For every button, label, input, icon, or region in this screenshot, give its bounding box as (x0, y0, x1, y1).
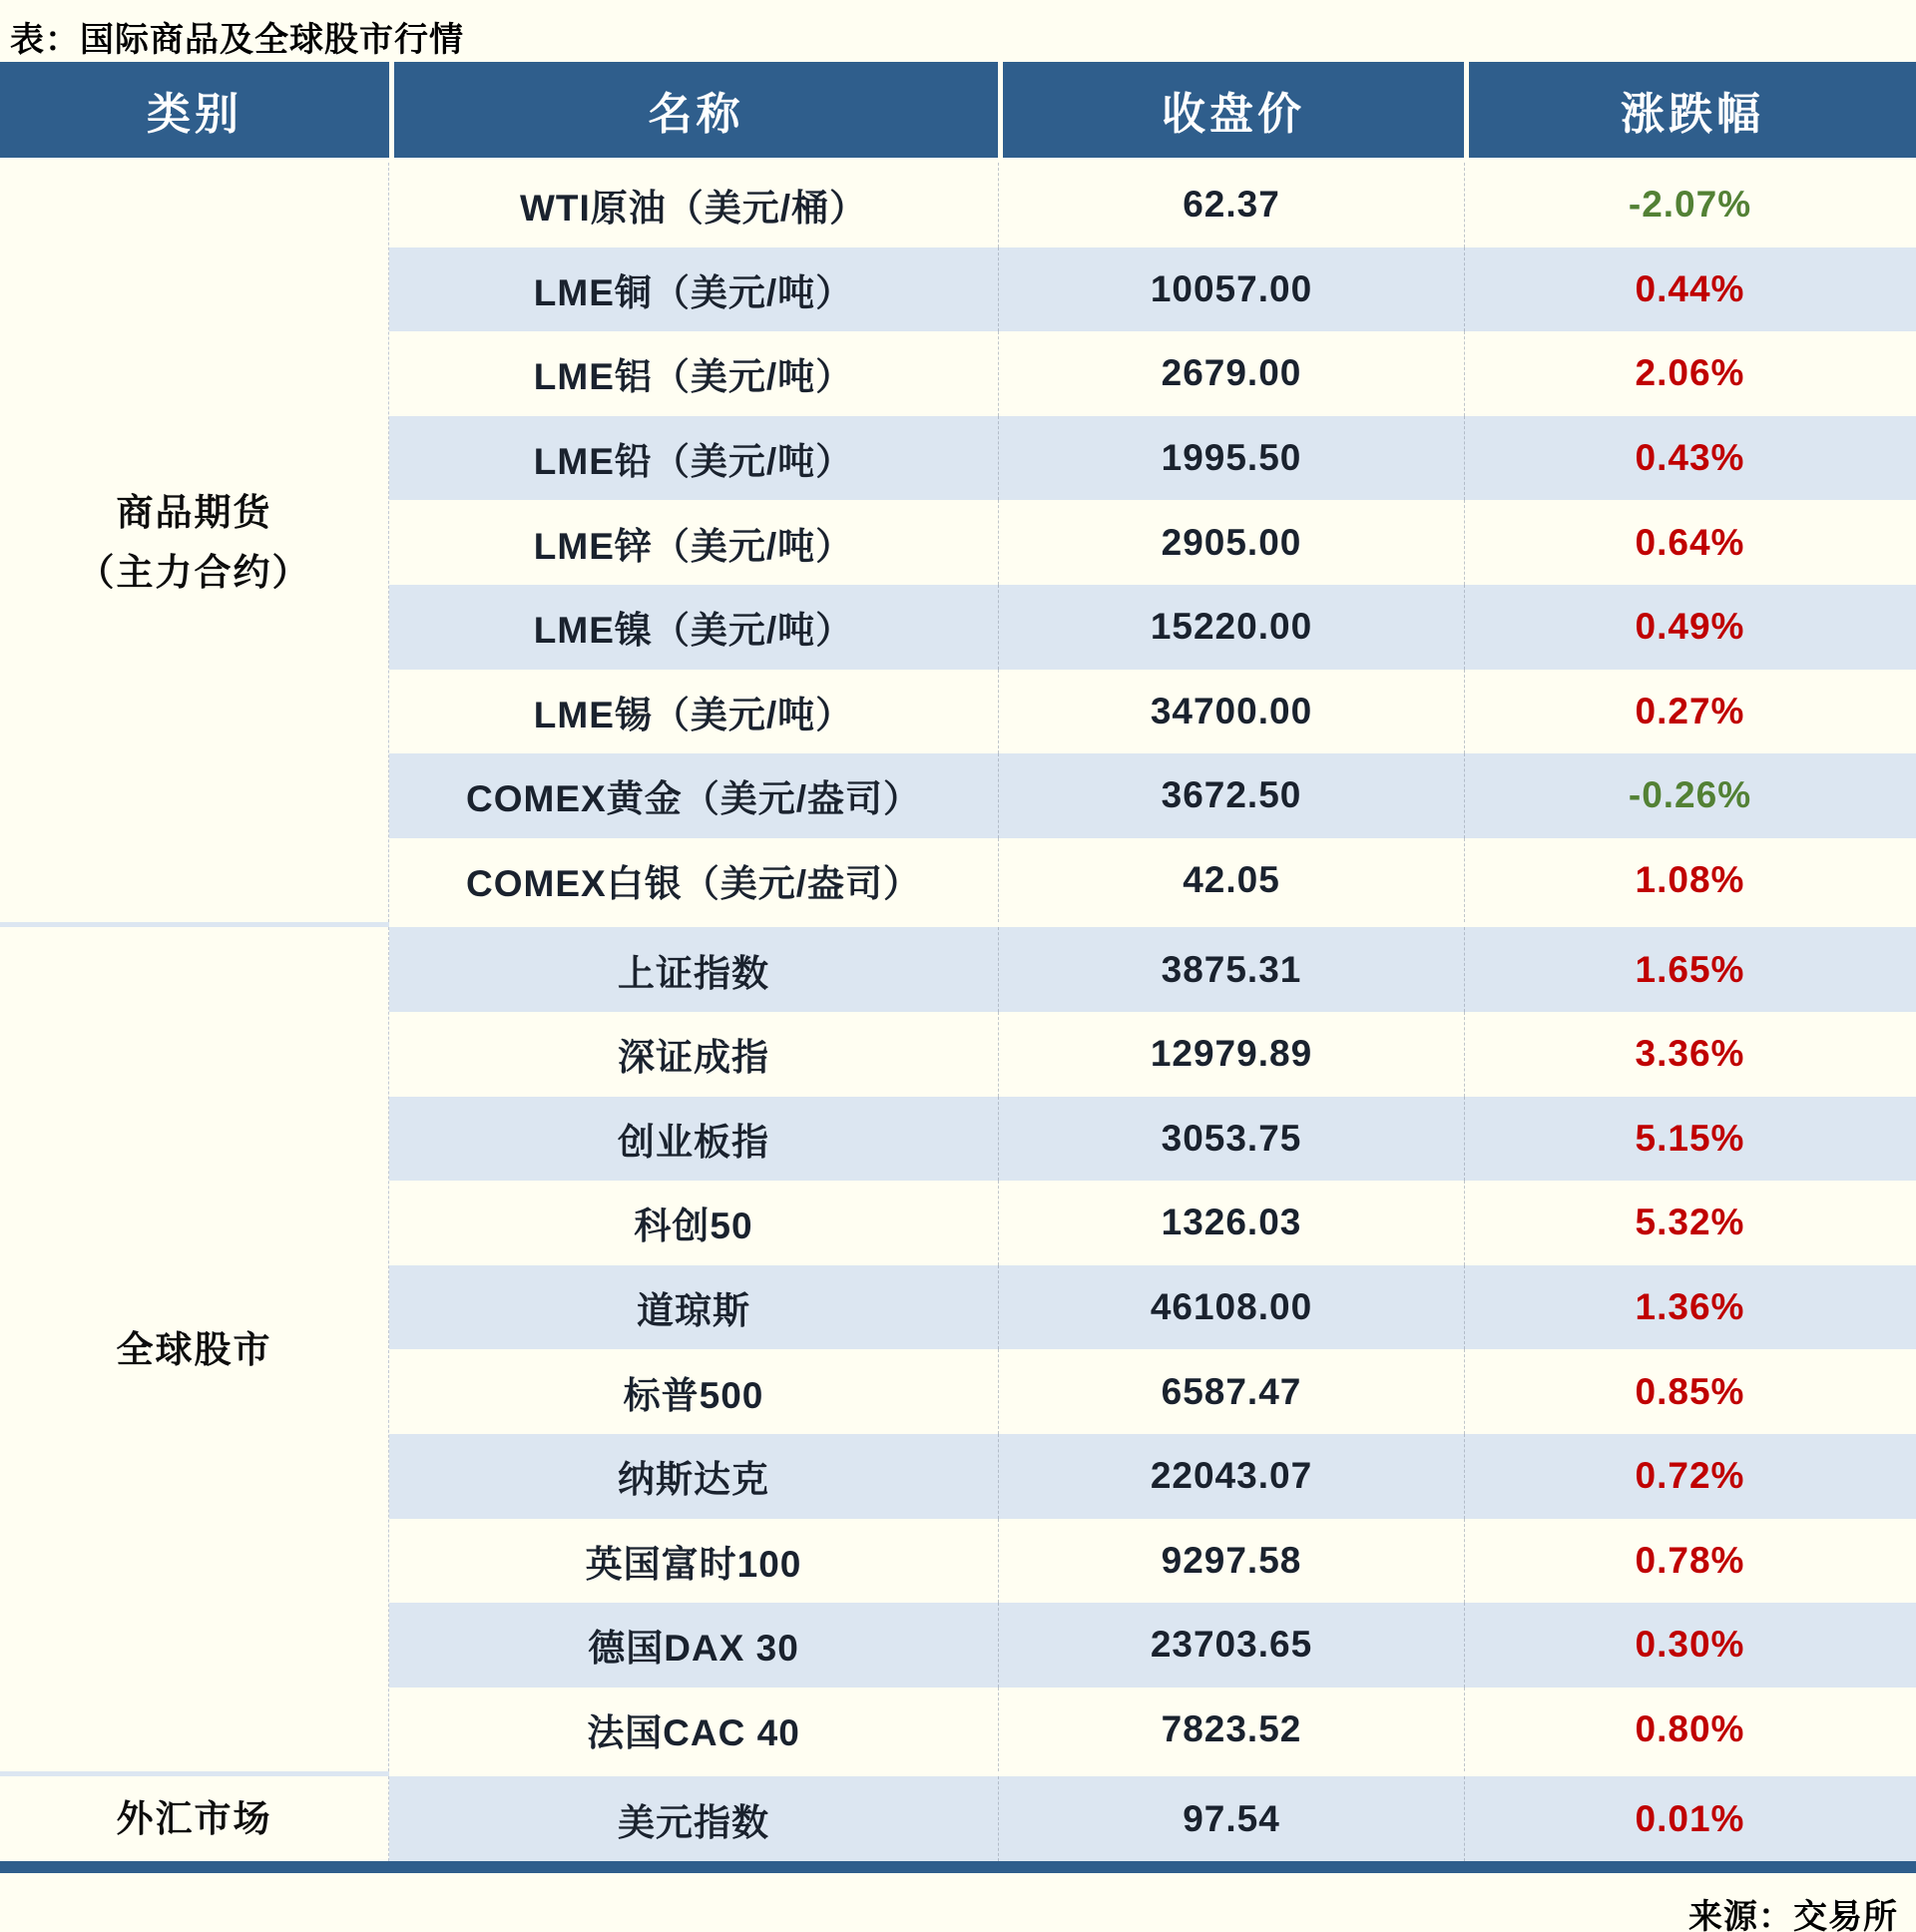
instrument-name: LME铅（美元/吨） (533, 441, 854, 483)
close-price: 6587.47 (998, 1349, 1464, 1434)
table-row (389, 1265, 1916, 1350)
section-rows (389, 927, 1916, 1771)
header-change-percent: 涨跌幅 (1464, 62, 1916, 158)
close-price: 22043.07 (998, 1434, 1464, 1519)
change-percent: 0.80% (1464, 1688, 1915, 1772)
table-row (389, 927, 1916, 1012)
change-percent: 0.01% (1464, 1776, 1915, 1861)
close-price: 34700.00 (998, 670, 1464, 754)
table-row (389, 1688, 1916, 1772)
table-row (389, 1181, 1916, 1265)
table-bottom-border (0, 1861, 1916, 1873)
table-row (389, 1012, 1916, 1097)
section-rows (389, 163, 1916, 922)
instrument-name: 创业板指 (618, 1121, 769, 1163)
table-section (0, 927, 1916, 1771)
close-price: 9297.58 (998, 1519, 1464, 1604)
change-percent: 1.65% (1464, 927, 1915, 1012)
table-row (389, 585, 1916, 670)
close-price: 2679.00 (998, 331, 1464, 416)
close-price: 10057.00 (998, 247, 1464, 332)
table-row (389, 753, 1916, 838)
instrument-name: 德国DAX 30 (588, 1628, 799, 1670)
header-name: 名称 (389, 62, 998, 158)
instrument-name: 英国富时100 (585, 1543, 802, 1585)
table-row (389, 838, 1916, 923)
change-percent: 5.32% (1464, 1181, 1915, 1265)
change-percent: 0.72% (1464, 1434, 1915, 1519)
change-percent: 1.08% (1464, 838, 1915, 923)
close-price: 3053.75 (998, 1097, 1464, 1182)
close-price: 1995.50 (998, 416, 1464, 501)
header-category: 类别 (0, 62, 389, 158)
table-row (389, 500, 1916, 585)
table-caption: 表：国际商品及全球股市行情 (10, 21, 464, 59)
table-row (389, 670, 1916, 754)
table-body (0, 163, 1916, 1861)
change-percent: 0.78% (1464, 1519, 1915, 1604)
instrument-name: COMEX白银（美元/盎司） (466, 863, 921, 905)
change-percent: 1.36% (1464, 1265, 1915, 1350)
change-percent: 0.85% (1464, 1349, 1915, 1434)
change-percent: 0.43% (1464, 416, 1915, 501)
instrument-name: 纳斯达克 (618, 1459, 769, 1501)
instrument-name: 道琼斯 (637, 1290, 750, 1332)
instrument-name: LME锡（美元/吨） (533, 694, 854, 735)
instrument-name: 标普500 (623, 1374, 764, 1416)
close-price: 2905.00 (998, 500, 1464, 585)
category-cell: 全球股市 (0, 927, 389, 1771)
change-percent: -0.26% (1464, 753, 1915, 838)
instrument-name: WTI原油（美元/桶） (519, 188, 868, 230)
close-price: 42.05 (998, 838, 1464, 923)
instrument-name: 法国CAC 40 (587, 1711, 800, 1753)
instrument-name: 美元指数 (618, 1801, 769, 1843)
close-price: 97.54 (998, 1776, 1464, 1861)
close-price: 62.37 (998, 163, 1464, 247)
close-price: 15220.00 (998, 585, 1464, 670)
table-row (389, 1603, 1916, 1688)
close-price: 46108.00 (998, 1265, 1464, 1350)
change-percent: 0.44% (1464, 247, 1915, 332)
close-price: 3875.31 (998, 927, 1464, 1012)
table-row (389, 247, 1916, 332)
close-price: 12979.89 (998, 1012, 1464, 1097)
category-cell: 外汇市场 (0, 1776, 389, 1861)
category-cell: 商品期货 （主力合约） (0, 163, 389, 922)
table-row (389, 1519, 1916, 1604)
change-percent: 2.06% (1464, 331, 1915, 416)
table-row (389, 1097, 1916, 1182)
table-row (389, 1434, 1916, 1519)
header-close-price: 收盘价 (998, 62, 1464, 158)
instrument-name: LME镍（美元/吨） (533, 610, 854, 652)
change-percent: 3.36% (1464, 1012, 1915, 1097)
close-price: 23703.65 (998, 1603, 1464, 1688)
change-percent: 0.27% (1464, 670, 1915, 754)
instrument-name: LME铝（美元/吨） (533, 356, 854, 398)
table-row (389, 1349, 1916, 1434)
table-row (389, 163, 1916, 247)
change-percent: 0.64% (1464, 500, 1915, 585)
instrument-name: 深证成指 (618, 1037, 769, 1079)
instrument-name: COMEX黄金（美元/盎司） (466, 778, 921, 820)
table-row (389, 331, 1916, 416)
change-percent: -2.07% (1464, 163, 1915, 247)
instrument-name: LME铜（美元/吨） (533, 271, 854, 313)
instrument-name: LME锌（美元/吨） (533, 525, 854, 567)
section-rows (389, 1776, 1916, 1861)
table-section (0, 163, 1916, 922)
market-table (0, 62, 1916, 1932)
table-row (389, 1776, 1916, 1861)
close-price: 3672.50 (998, 753, 1464, 838)
instrument-name: 上证指数 (618, 952, 769, 994)
table-section (0, 1776, 1916, 1861)
table-header-row (0, 62, 1916, 158)
close-price: 1326.03 (998, 1181, 1464, 1265)
source-note: 来源：交易所 (1688, 1897, 1898, 1932)
change-percent: 5.15% (1464, 1097, 1915, 1182)
close-price: 7823.52 (998, 1688, 1464, 1772)
change-percent: 0.30% (1464, 1603, 1915, 1688)
change-percent: 0.49% (1464, 585, 1915, 670)
instrument-name: 科创50 (634, 1206, 753, 1247)
table-row (389, 416, 1916, 501)
